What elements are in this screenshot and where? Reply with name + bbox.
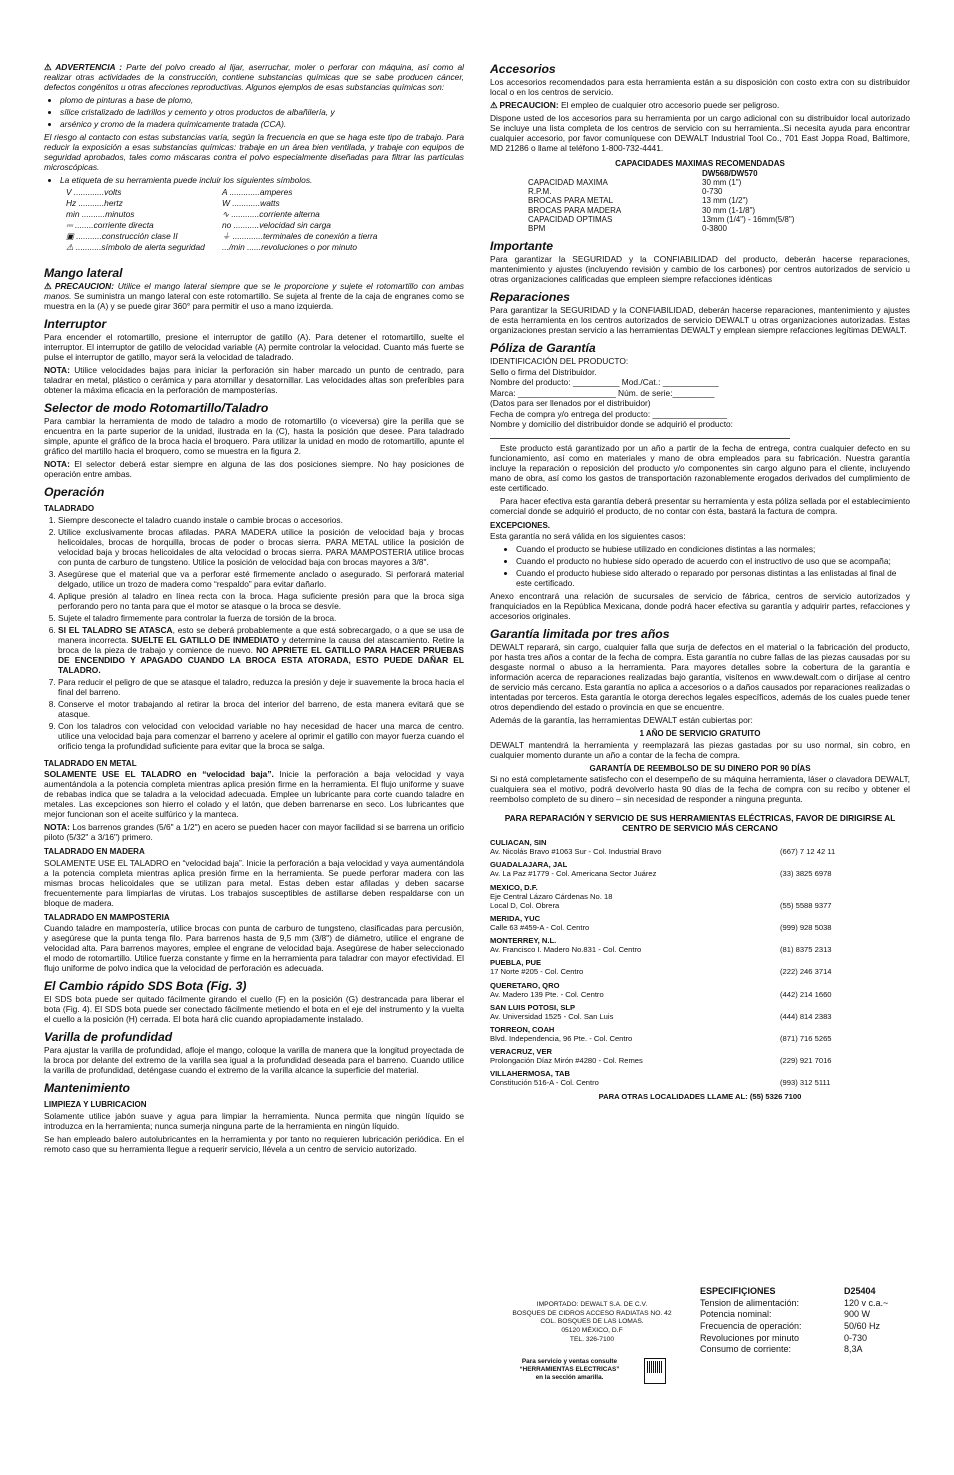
center-line — [490, 923, 910, 932]
table-row — [700, 1321, 888, 1333]
spec-value: 900 W — [844, 1309, 871, 1320]
warning-label: ⚠ ADVERTENCIA : — [44, 62, 122, 72]
poliza-anexo: Anexo encontrará una relación de sucursales de servicio de fábrica, centros de servicio autorizados y franquiciados en la República Mexicana, donde podrá hacer efectiva su garantía y adquirir partes, refacciones y accesorios originales. — [490, 591, 910, 622]
nota-text: El selector deberá estar siempre en alguna de las dos posiciones siempre. No hay posiciones de operación entre ambas. — [44, 459, 465, 480]
importante-text: Para garantizar la SEGURIDAD y la CONFIABILIDAD del producto, deberán hacerse reparaciones, mantenimiento y ajustes (incluyendo revisión y cambio de los carbones) por centros autorizados de servicio u otras organizaciones calificadas que empleen siempre refacciones idénticas — [490, 254, 910, 285]
importante-title: Importante — [490, 239, 553, 254]
symbol-item: no ...........velocidad sin carga — [222, 220, 331, 230]
capacidades-title: CAPACIDADES MAXIMAS RECOMENDADAS — [615, 159, 785, 169]
center-address: Calle 63 #459-A - Col. Centro — [490, 922, 590, 932]
importer-line: 05120 MÉXICO, D.F — [561, 1327, 623, 1335]
symbol-item: min ..........minutos — [66, 209, 135, 219]
step6-c: SUELTE EL GATILLO DE INMEDIATO — [131, 634, 280, 645]
center-city: GUADALAJARA, JAL — [490, 860, 568, 870]
right-column — [490, 62, 910, 1101]
center-line — [490, 1078, 910, 1087]
varilla-text: Para ajustar la varilla de profundidad, afloje el mango, coloque la varilla de manera que la longitud proyectada de la broca por delante del extremo de la varilla sea igual a la profundidad deseada para el barreno. Cuando utilice la varilla de profundidad, deténgase cuando el extremo de la varilla alcance la superficie del material. — [44, 1045, 464, 1076]
center-phone: (229) 921 7016 — [780, 1056, 832, 1066]
poliza-p2: Para hacer efectiva esta garantía deberá presentar su herramienta y esta póliza sellada por el establecimiento comercial donde se adquirió el producto, de no contar con ésta, bastará la factura de compra. — [490, 495, 910, 516]
warning-list — [44, 95, 464, 129]
warning-risk: El riesgo al contacto con estas substancias varía, según la frecuencia en que se haga este tipo de trabajo. Para reducir la exposición a esas substancias químicas: trabaje en un área bien ventilada, y trabaje con equipos de seguridad aprobados, tales como máscaras contra el polvo especialmente diseñadas para filtrar las partículas microscópicas. — [44, 132, 464, 172]
madera-title: TALADRADO EN MADERA — [44, 847, 145, 857]
center-city: VILLAHERMOSA, TAB — [490, 1069, 571, 1079]
center-address: Av. Francisco I. Madero No.831 - Col. Centro — [490, 945, 642, 955]
list-item: 5. Sujete el taladro firmemente para controlar la fuerza de torsión de la broca. — [58, 613, 464, 623]
capacity-value: 30 mm (1") — [702, 178, 742, 188]
servicio-gratuito-title: 1 AÑO DE SERVICIO GRATUITO — [639, 729, 761, 739]
capacity-label: BPM — [528, 224, 546, 233]
mantenimiento-p1: Solamente utilice jabón suave y agua para limpiar la herramienta. Nunca permita que ningún líquido se introduzca en la herramienta; nunca sumerja ninguna parte de la herramienta en ningún líquido. — [44, 1110, 464, 1131]
form-line: Nombre y domicilio del distribuidor donde se adquirió el producto: — [490, 419, 734, 430]
list-item — [490, 981, 910, 999]
form-line: Sello o firma del Distribuidor. — [490, 366, 597, 377]
capacity-value: 30 mm (1-1/8") — [702, 205, 756, 215]
center-phone: (33) 3825 6978 — [780, 869, 832, 879]
importer-line: IMPORTADO: DEWALT S.A. DE C.V. — [536, 1301, 648, 1308]
taladrado-title: TALADRADO — [44, 504, 95, 514]
table-row — [528, 196, 794, 205]
spec-label: Frecuencia de operación: — [700, 1321, 802, 1332]
center-line — [490, 847, 910, 856]
list-item — [490, 860, 910, 878]
reparaciones-title: Reparaciones — [490, 290, 570, 305]
center-phone: (222) 246 3714 — [780, 967, 832, 977]
center-address: Prolongación Díaz Mirón #4280 - Col. Remes — [490, 1056, 643, 1066]
nota-label: NOTA: — [44, 365, 70, 376]
metal-paragraph — [44, 769, 464, 819]
interruptor-title: Interruptor — [44, 317, 107, 332]
symbol-item: ▣ ...........construcción clase II — [66, 231, 178, 241]
excepciones-intro: Esta garantía no será válida en los siguientes casos: — [490, 531, 686, 542]
symbol-item: ⚠ ...........símbolo de alerta seguridad — [66, 242, 205, 252]
accesorios-p1: Los accesorios recomendados para esta herramienta están a su disposición con costo extra con su distribuidor local o en los centros de servicio. — [490, 77, 910, 98]
table-row — [700, 1309, 888, 1321]
capacidades-table — [528, 178, 794, 233]
table-row — [700, 1298, 888, 1310]
selector-nota — [44, 459, 464, 479]
selector-title: Selector de modo Rotomartillo/Taladro — [44, 401, 269, 416]
capacity-label: R.P.M. — [528, 187, 552, 197]
list-item — [490, 1003, 910, 1021]
operacion-title: Operación — [44, 485, 105, 500]
list-item: • Cuando el producto hubiese sido alterado o reparado por personas distintas a las enlistadas al final de este certificado. — [516, 568, 910, 588]
list-item — [490, 936, 910, 954]
list-item: 3. Asegúrese que el material que va a perforar esté firmemente anclado o asegurado. Si perforará material delgado, utilice un trozo de madera como “respaldo” para evitar dañarlo. — [58, 569, 464, 589]
center-line — [490, 967, 910, 976]
symbols-grid — [66, 187, 464, 252]
mantenimiento-p2: Se han empleado balero autolubricantes en la herramienta y por tanto no requieren lubricación periódica. En el remoto caso que su herramienta llegue a requerir servicio, llévela a un centro de servicio autorizado. — [44, 1133, 464, 1154]
excepciones-title: EXCEPCIONES. — [490, 520, 551, 530]
operacion-steps — [44, 515, 464, 751]
table-row — [528, 187, 794, 196]
mango-text: Se suministra un mango lateral con este rotomartillo. Se sujeta al frente de la caja de engranes como se muestra en la (A) y se puede girar 360° para permitir el uso a mano izquierda. — [44, 291, 464, 312]
center-address: Local D, Col. Obrera — [490, 900, 560, 910]
specs-title: ESPECIFIÇIONES — [700, 1286, 776, 1296]
center-line — [490, 1056, 910, 1065]
mamposteria-title: TALADRADO EN MAMPOSTERIA — [44, 912, 170, 922]
importer-info — [492, 1301, 692, 1345]
sds-title: El Cambio rápido SDS Bota (Fig. 3) — [44, 979, 247, 994]
step6-d: y determine la causa del atascamiento. Retire la broca de la pieza de trabajo y comience de nuevo. — [58, 634, 465, 655]
capacity-value: 13 mm (1/2") — [702, 196, 748, 206]
list-item: • Cuando el producto se hubiese utilizado en condiciones distintas a las normales; — [516, 544, 910, 554]
nota-label: NOTA: — [44, 459, 70, 470]
warning-text: Parte del polvo creado al lijar, aserruchar, moler o perforar con máquina, así como al realizar otras actividades de la construcción, contiene substancias químicas que se sabe producen cáncer, defectos congénitos u otras afecciones reproductivas. Algunos ejemplos de esas substancias químicas son: — [44, 62, 464, 92]
form-line: Nombre del producto: __________ Mod./Cat.: ____________ — [490, 377, 719, 388]
center-city: QUERETARO, QRO — [490, 980, 560, 990]
servicio-footer: PARA OTRAS LOCALIDADES LLAME AL: (55) 5326 7100 — [598, 1091, 802, 1101]
mango-paragraph — [44, 281, 464, 311]
center-line — [490, 990, 910, 999]
servicio-title: PARA REPARACIÓN Y SERVICIO DE SUS HERRAMIENTAS ELÉCTRICAS, FAVOR DE DIRIGIRSE AL CENTRO DE SERVICIO MÁS CERCANO — [504, 813, 896, 834]
mango-italic: Utilice el mango lateral siempre que se le proporcione y sujete el rotomartillo con ambas manos. — [44, 281, 464, 302]
list-item — [58, 625, 464, 675]
step6-a: SI EL TALADRO SE ATASCA — [58, 624, 173, 635]
table-row — [528, 206, 794, 215]
center-phone: (999) 928 5038 — [780, 922, 832, 932]
precaucion-text: El empleo de cualquier otro accesorio puede ser peligroso. — [560, 100, 780, 111]
sales-line: Para servicio y ventas consulte — [521, 1358, 618, 1365]
symbol-item: A .............amperes — [222, 187, 293, 197]
symbol-item: ⏚ .............terminales de conexión a tierra — [222, 231, 378, 241]
reparaciones-text: Para garantizar la SEGURIDAD y la CONFIABILIDAD, deberán hacerse reparaciones, mantenimiento y ajustes de esta herramienta en los centros autorizados de servicio DEWALT u otras organizaciones autorizadas. Estas organizaciones prestan servicio a las herramientas DEWALT y emplean siempre refacciones legítimas DEWALT. — [490, 305, 910, 336]
center-phone: (442) 214 1660 — [780, 989, 832, 999]
spec-value: 120 v c.a.~ — [844, 1297, 889, 1308]
center-line — [490, 892, 910, 901]
form-line: IDENTIFICACIÓN DEL PRODUCTO: — [490, 356, 629, 367]
spec-label: Revoluciones por minuto — [700, 1332, 800, 1343]
center-phone: (871) 716 5265 — [780, 1034, 832, 1044]
center-line — [490, 869, 910, 878]
list-item: 1. Siempre desconecte el taladro cuando instale o cambie brocas o accesorios. — [58, 515, 464, 525]
specifications — [700, 1286, 910, 1356]
left-column — [44, 62, 464, 1157]
excepciones-list — [490, 544, 910, 588]
nota-label: NOTA: — [44, 822, 70, 833]
spec-value: 0-730 — [844, 1332, 868, 1343]
center-address: Eje Central Lázaro Cárdenas No. 18 — [490, 891, 613, 901]
table-row — [528, 178, 794, 187]
table-row — [700, 1344, 888, 1356]
center-line — [490, 1034, 910, 1043]
capacity-label: CAPACIDAD OPTIMAS — [528, 214, 613, 224]
center-address: Av. La Paz #1779 - Col. Americana Sector Juárez — [490, 869, 657, 879]
center-address: 17 Norte #205 - Col. Centro — [490, 967, 584, 977]
form-line: (Datos para ser llenados por el distribuidor) — [490, 398, 651, 409]
mantenimiento-title: Mantenimiento — [44, 1081, 130, 1096]
symbol-item: ⎓ ........corriente directa — [66, 220, 154, 230]
reembolso-text: Si no está completamente satisfecho con el desempeño de su máquina herramienta, láser o clavadora DEWALT, cualquiera sea el motivo, podrá devolverlo hasta 90 días de la fecha de compra con su recibo y obtener el reembolso completo de su dinero – sin necesidad de responder a ninguna pregunta. — [490, 774, 910, 805]
limitada-p1: DEWALT reparará, sin cargo, cualquier falla que surja de defectos en el material o la fabricación del producto, por hasta tres años a contar de la fecha de compra. Esta garantía no cubre fallas de las piezas causadas por su desgaste normal o abuso a la herramienta. Para mayores detalles sobre la cobertura de la garantía e información acerca de reparaciones realizadas bajo garantía, visítenos en www.dewalt.com o diríjase al centro de servicio más cercano. Esta garantía no aplica a accesorios o a daños causados por reparaciones realizadas o intentadas por terceros. Esta garantía le otorga derechos legales específicos, además de los cuales puede tener otros dependiendo del estado o provincia en que se encuentre. — [490, 642, 910, 713]
list-item: • sílice cristalizado de ladrillos y cemento y otros productos de albañilería, y — [60, 107, 464, 117]
sds-text: El SDS bota puede ser quitado fácilmente girando el cuello (F) en la posición (G) destrancada para liberar el bota (Fig. 4). El SDS bota puede ser conectado fácilmente metiendo el bota en el eje del instrumento y la vuelta el cuello a la posición (H) cerrada. El bota hará clic cuando apropiadamente instalado. — [44, 994, 464, 1025]
metal-text: Inicie la perforación a baja velocidad y vaya aumentándola a la potencia completa mientras aplica presión firme en la herramienta. El flujo uniforme y suave de rebabas indica que se taladra a la velocidad adecuada. Emplee un lubricante para corte cuando taladre en metales. Las excepciones son hierro el colado y el latón, que deben barrenarse en seco. Los lubricantes que mejor funcionan son el aceite sulfúrico y la manteca. — [44, 769, 464, 820]
mango-title: Mango lateral — [44, 266, 123, 280]
capacity-label: CAPACIDAD MAXIMA — [528, 178, 608, 188]
table-row — [528, 224, 794, 233]
symbols-intro: • La etiqueta de su herramienta puede incluir los siguientes símbolos. — [60, 175, 464, 185]
form-line: Fecha de compra y/o entrega del producto: ________________ — [490, 408, 728, 419]
servicio-gratuito-text: DEWALT mantendrá la herramienta y reemplazará las piezas gastadas por su uso normal, sin cobro, en cualquier momento durante un año a contar de la fecha de compra. — [490, 739, 910, 760]
list-item — [490, 914, 910, 932]
capacity-value: 0-730 — [702, 187, 723, 197]
limpieza-title: LIMPIEZA Y LUBRICACION — [44, 1100, 147, 1110]
varilla-title: Varilla de profundidad — [44, 1030, 173, 1045]
center-phone: (55) 5588 9377 — [780, 900, 832, 910]
capacidades-model: DW568/DW570 — [702, 168, 758, 178]
center-phone: (444) 814 2383 — [780, 1011, 832, 1021]
step6-b: , esto se deberá probablemente a que está sobrecargado, o a que se usa de manera incorrecta. — [58, 624, 464, 645]
spec-label: Consumo de corriente: — [700, 1344, 792, 1355]
importer-line: COL. BOSQUES DE LAS LOMAS. — [540, 1318, 644, 1326]
center-line — [490, 945, 910, 954]
poliza-form — [490, 356, 910, 430]
specs-table — [700, 1286, 888, 1356]
center-line — [490, 901, 910, 910]
madera-text: SOLAMENTE USE EL TALADRO en “velocidad baja”. Inicie la perforación a baja velocidad y vaya aumentándola a la potencia completa mientras aplica presión firme en la herramienta. Se puede perforar madera con las mismas brocas helicoidales que se utilizan para metal. Estas deben estar afiladas y deben sacarse frecuentemente para limpiarlas de virutas. Los trabajos susceptibles de astillarse deben respaldarse con un bloque de madera. — [44, 857, 464, 908]
center-address: Av. Madero 139 Pte. - Col. Centro — [490, 989, 604, 999]
symbol-item: V .............volts — [66, 187, 122, 197]
center-phone: (81) 8375 2313 — [780, 945, 832, 955]
service-centers-list — [490, 838, 910, 1088]
nota-text: Los barrenos grandes (5/6" a 1/2") en acero se pueden hacer con mayor facilidad si se barrena un orificio piloto (5/32" a 3/16") primero. — [44, 822, 464, 843]
list-item: • Cuando el producto no hubiese sido operado de acuerdo con el instructivo de uso que se acompaña; — [516, 556, 910, 566]
sales-note — [502, 1358, 637, 1382]
specs-model: D25404 — [844, 1286, 876, 1296]
table-row — [528, 215, 794, 224]
step6-e: NO APRIETE EL GATILLO PARA HACER PRUEBAS DE ENCENDIDO Y APAGADO CUANDO LA BROCA ESTA ATORADA, ESTO PUEDE DAÑAR EL TALADRO. — [58, 644, 465, 675]
poliza-title: Póliza de Garantía — [490, 341, 596, 356]
center-phone: (667) 7 12 42 11 — [780, 847, 836, 857]
list-item: 8. Conserve el motor trabajando al retirar la broca del interior del barreno, de esta manera evitará que se atasque. — [58, 699, 464, 719]
list-item: 2. Utilice exclusivamente brocas afiladas. PARA MADERA utilice la posición de velocidad baja y brocas helicoidales, brocas de horquilla, brocas de poder o brocas sierra. PARA METAL utilice la posición de velocidad baja y brocas helicoidales de alta velocidad o brocas sierra. PARA MAMPOSTERIA utilice brocas con punta de carburo de tungsteno. Utilice la posición de velocidad baja con brocas mayores a 3/8". — [58, 527, 464, 567]
mamposteria-text: Cuando taladre en mampostería, utilice brocas con punta de carburo de tungsteno, clasificadas para percusión, y asegúrese que la punta tenga filo. Para barrenos hasta de 9,5 mm (3/8") de diámetro, utilice el engrane de velocidad alta. Para barrenos mayores, emplee el engrane de velocidad baja. Asegúrese de haber seleccionado el modo de rotomartillo. Utilice fuerza constante y firme en la herramienta para taladrar con mayor efectividad. El flujo uniforme de polvo indica que la velocidad de perforación es adecuada. — [44, 923, 464, 974]
metal-title: TALADRADO EN METAL — [44, 758, 137, 768]
capacity-value: 0-3800 — [702, 224, 727, 233]
list-item — [490, 958, 910, 976]
interruptor-p1: Para encender el rotomartillo, presione el interruptor de gatillo (A). Para detener el rotomartillo, suelte el interruptor. El interruptor de gatillo de velocidad variable (A) permite controlar la velocidad. Cuanto más fuerte se pulse el interruptor de gatillo, mayor será la velocidad de taladrado. — [44, 332, 464, 363]
spec-label: Potencia nominal: — [700, 1309, 772, 1320]
accesorios-precaucion — [490, 100, 910, 110]
signature-line — [490, 438, 790, 439]
poliza-p1: Este producto está garantizado por un año a partir de la fecha de entrega, contra cualquier defecto en su funcionamiento, así como en materiales y mano de obra empleados para su fabricación. Nuestra garantía incluye la reparación o reposición del producto y/o componentes sin cargo alguno para el cliente, incluyendo mano de obra, así como los gastos de transportación razonablemente erogados derivados del cumplimiento de este certificado. — [490, 442, 910, 493]
list-item — [490, 1069, 910, 1087]
center-city: MEXICO, D.F. — [490, 882, 538, 892]
center-city: TORREON, COAH — [490, 1024, 555, 1034]
symbol-item: Hz ...........hertz — [66, 198, 123, 208]
metal-nota — [44, 822, 464, 842]
accesorios-title: Accesorios — [490, 62, 556, 76]
list-item — [490, 1025, 910, 1043]
list-item — [490, 1047, 910, 1065]
spec-label: Tension de alimentación: — [700, 1297, 800, 1308]
nota-text: Utilice velocidades bajas para iniciar la perforación sin haber marcado un punto de centrado, para taladrar en metal, plástico o cerámica y para atornillar y desatornillar. Las velocidades altas son preferibles para obtener la máxima eficacia en la perforación de mamposterías. — [44, 365, 465, 396]
center-address: Blvd. Independencia, 96 Pte. - Col. Centro — [490, 1034, 633, 1044]
center-city: VERACRUZ, VER — [490, 1047, 553, 1057]
reembolso-title: GARANTÍA DE REEMBOLSO DE SU DINERO POR 90 DÍAS — [589, 763, 811, 773]
symbols-intro-list — [44, 175, 464, 185]
center-city: SAN LUIS POTOSI, SLP — [490, 1002, 576, 1012]
center-address: Constitución 516-A - Col. Centro — [490, 1078, 599, 1088]
selector-p1: Para cambiar la herramienta de modo de taladro a modo de rotomartillo (o viceversa) gire la perilla que se encuentra en la parte superior de la unidad, ilustrada en la (C), hasta la posición que desee. Para taladrado simple, apunte el gráfico de la broca hacia el broquero. Para utilizar la unidad en modo de rotomartillo, apunte el gráfico del martillo hacia el broquero, como se muestra en la figura 2. — [44, 416, 464, 457]
mango-label: ⚠ PRECAUCION: — [44, 281, 114, 291]
capacity-label: BROCAS PARA MADERA — [528, 205, 622, 215]
symbol-item: W ............watts — [222, 198, 280, 208]
metal-bold: SOLAMENTE USE EL TALADRO en “velocidad baja”. — [44, 769, 274, 780]
list-item: 9. Con los taladros con velocidad con velocidad variable no hay necesidad de hacer una marca de centro. utilice una velocidad baja para comenzar el barreno y acelere al oprimir el gatillo con mayor fuerza cuando el orificio tenga la profundidad suficiente para evitar que la broca se salga. — [58, 721, 464, 751]
importer-line: TEL. 326-7100 — [569, 1335, 615, 1343]
list-item — [490, 838, 910, 856]
list-item: 4. Aplique presión al taladro en línea recta con la broca. Haga suficiente presión para que la broca siga perforando pero no tanta para que el motor se atasque o la broca se desvíe. — [58, 591, 464, 611]
capacity-label: BROCAS PARA METAL — [528, 196, 614, 206]
symbol-item: .../min ......revoluciones o por minuto — [222, 242, 357, 252]
warning-paragraph — [44, 62, 464, 92]
limitada-p2: Además de la garantía, las herramientas DEWALT están cubiertas por: — [490, 715, 753, 726]
sales-line: en la sección amarilla. — [535, 1374, 604, 1381]
center-address: Av. Universidad 1525 - Col. San Luis — [490, 1011, 614, 1021]
center-city: MONTERREY, N.L. — [490, 936, 557, 946]
list-item: • plomo de pinturas a base de plomo, — [60, 95, 464, 105]
precaucion-label: ⚠ PRECAUCION: — [490, 100, 559, 110]
center-city: CULIACAN, SIN — [490, 838, 547, 848]
importer-line: BOSQUES DE CIDROS ACCESO RADIATAS NO. 42 — [512, 1309, 672, 1317]
center-city: PUEBLA, PUE — [490, 958, 542, 968]
center-line — [490, 1012, 910, 1021]
interruptor-nota — [44, 365, 464, 395]
capacity-value: 13mm (1/4") - 16mm(5/8") — [702, 214, 795, 224]
list-item: 7. Para reducir el peligro de que se atasque el taladro, reduzca la presión y deje ir suavemente la broca hacia el final del barreno. — [58, 677, 464, 697]
table-row — [700, 1333, 888, 1345]
symbol-item: ∿ ............corriente alterna — [222, 209, 320, 219]
list-item — [490, 883, 910, 910]
center-address: Av. Nicolás Bravo #1063 Sur - Col. Industrial Bravo — [490, 847, 662, 857]
list-item: • arsénico y cromo de la madera químicamente tratada (CCA). — [60, 119, 464, 129]
sales-line: “HERRAMIENTAS ELECTRICAS” — [519, 1366, 620, 1373]
limitada-title: Garantía limitada por tres años — [490, 627, 670, 642]
center-phone: (993) 312 5111 — [780, 1078, 831, 1088]
form-line: Marca: _____________________ Núm. de serie:_________ — [490, 387, 715, 398]
yellow-pages-logo-icon — [644, 1358, 666, 1384]
center-city: MERIDA, YUC — [490, 913, 541, 923]
spec-value: 8,3A — [844, 1344, 863, 1355]
accesorios-p2: Dispone usted de los accesorios para su herramienta por un cargo adicional con su distribuidor local autorizado Se incluye una lista completa de los centros de servicio con su herramienta..Si necesita ayuda para encontrar cualquier accesorio, por favor comuníquese con DEWALT Industrial Tool Co., 701 East Joppa Road, Baltimore, MD 21286 o llame al teléfono 1-800-732-4441. — [490, 113, 910, 154]
spec-value: 50/60 Hz — [844, 1321, 881, 1332]
